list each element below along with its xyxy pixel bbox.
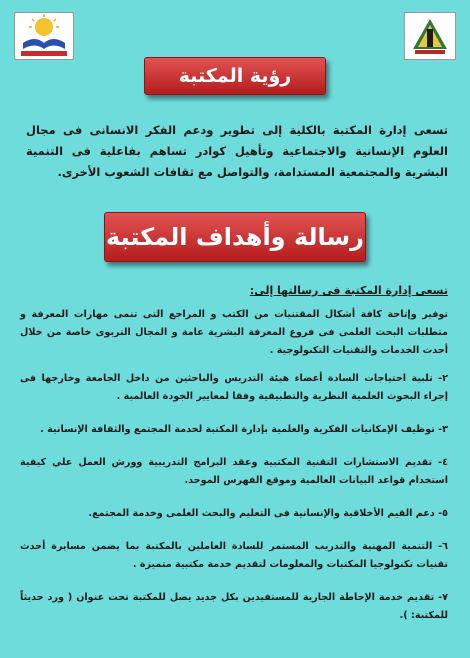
vision-title-banner — [144, 57, 326, 95]
goal-item-7: ٧- تقديم خدمة الإحاطة الجارية للمستفيدين بكل جديد يصل للمكتبة تحت عنوان ( ورد حديثاً للمكتبة: ). — [20, 592, 448, 621]
faculty-book-logo — [14, 12, 74, 60]
goal-item-4: ٤- تقديم الاستشارات التقنية المكتبية وعقد البرامج التدريبية وورش العمل علي كيفية استخدام قواعد البيانات العالمية وموقع الفهرس الموحد. — [20, 457, 448, 486]
goal-item-2: ٢- تلبية احتياجات السادة أعضاء هيئة التدريس والباحثين من داخل الجامعة وخارجها فى إجراء البحوث العلمية النظرية والتطبيقية وفقا لمعايير الجودة العالمية . — [20, 373, 448, 402]
mission-intro: تسعى إدارة المكتبة فى رسالتها إلى: — [249, 284, 448, 297]
goal-item-1: توفير وإتاحة كافة أشكال المقتنيات من الكتب و المراجع التى تنمى مهارات المعرفة و متطلبات البحث العلمى فى فروع المعرفة البشرية عامة و المجال التربوى خاصة من خلال أحدث الخدمات والتقنيات التكنولوجية . — [20, 309, 448, 356]
goal-item-6: ٦- التنمية المهنية والتدريب المستمر للسادة العاملين بالمكتبة بما يضمن مسايرة أحدث تقنيات تكنولوجيا المكتبات والمعلومات لتقديم خدمة مكتبية متميزة . — [20, 541, 448, 570]
university-crest-logo — [404, 12, 456, 60]
vision-title: رؤية المكتبة — [178, 65, 292, 87]
goal-item-5: ٥- دعم القيم الأخلاقية والإنسانية فى التعليم والبحث العلمى وخدمة المجتمع. — [88, 508, 448, 519]
mission-title-banner — [104, 212, 366, 262]
mission-title: رسالة وأهداف المكتبة — [106, 223, 364, 251]
goals-list — [20, 306, 448, 640]
goal-item-3: ٣- توظيف الإمكانيات الفكرية والعلمية بإدارة المكتبة لخدمة المجتمع والثقافة الإنسانية . — [40, 424, 448, 435]
vision-paragraph: تسعى إدارة المكتبة بالكلية إلى تطوير ودعم الفكر الانسانى فى مجال العلوم الإنسانية والاجتماعية وتأهيل كوادر تساهم بفاعلية فى التنمية البشرية والمجتمعية المستدامة، والتواصل مع ثقافات الشعوب الأخرى. — [26, 123, 448, 179]
